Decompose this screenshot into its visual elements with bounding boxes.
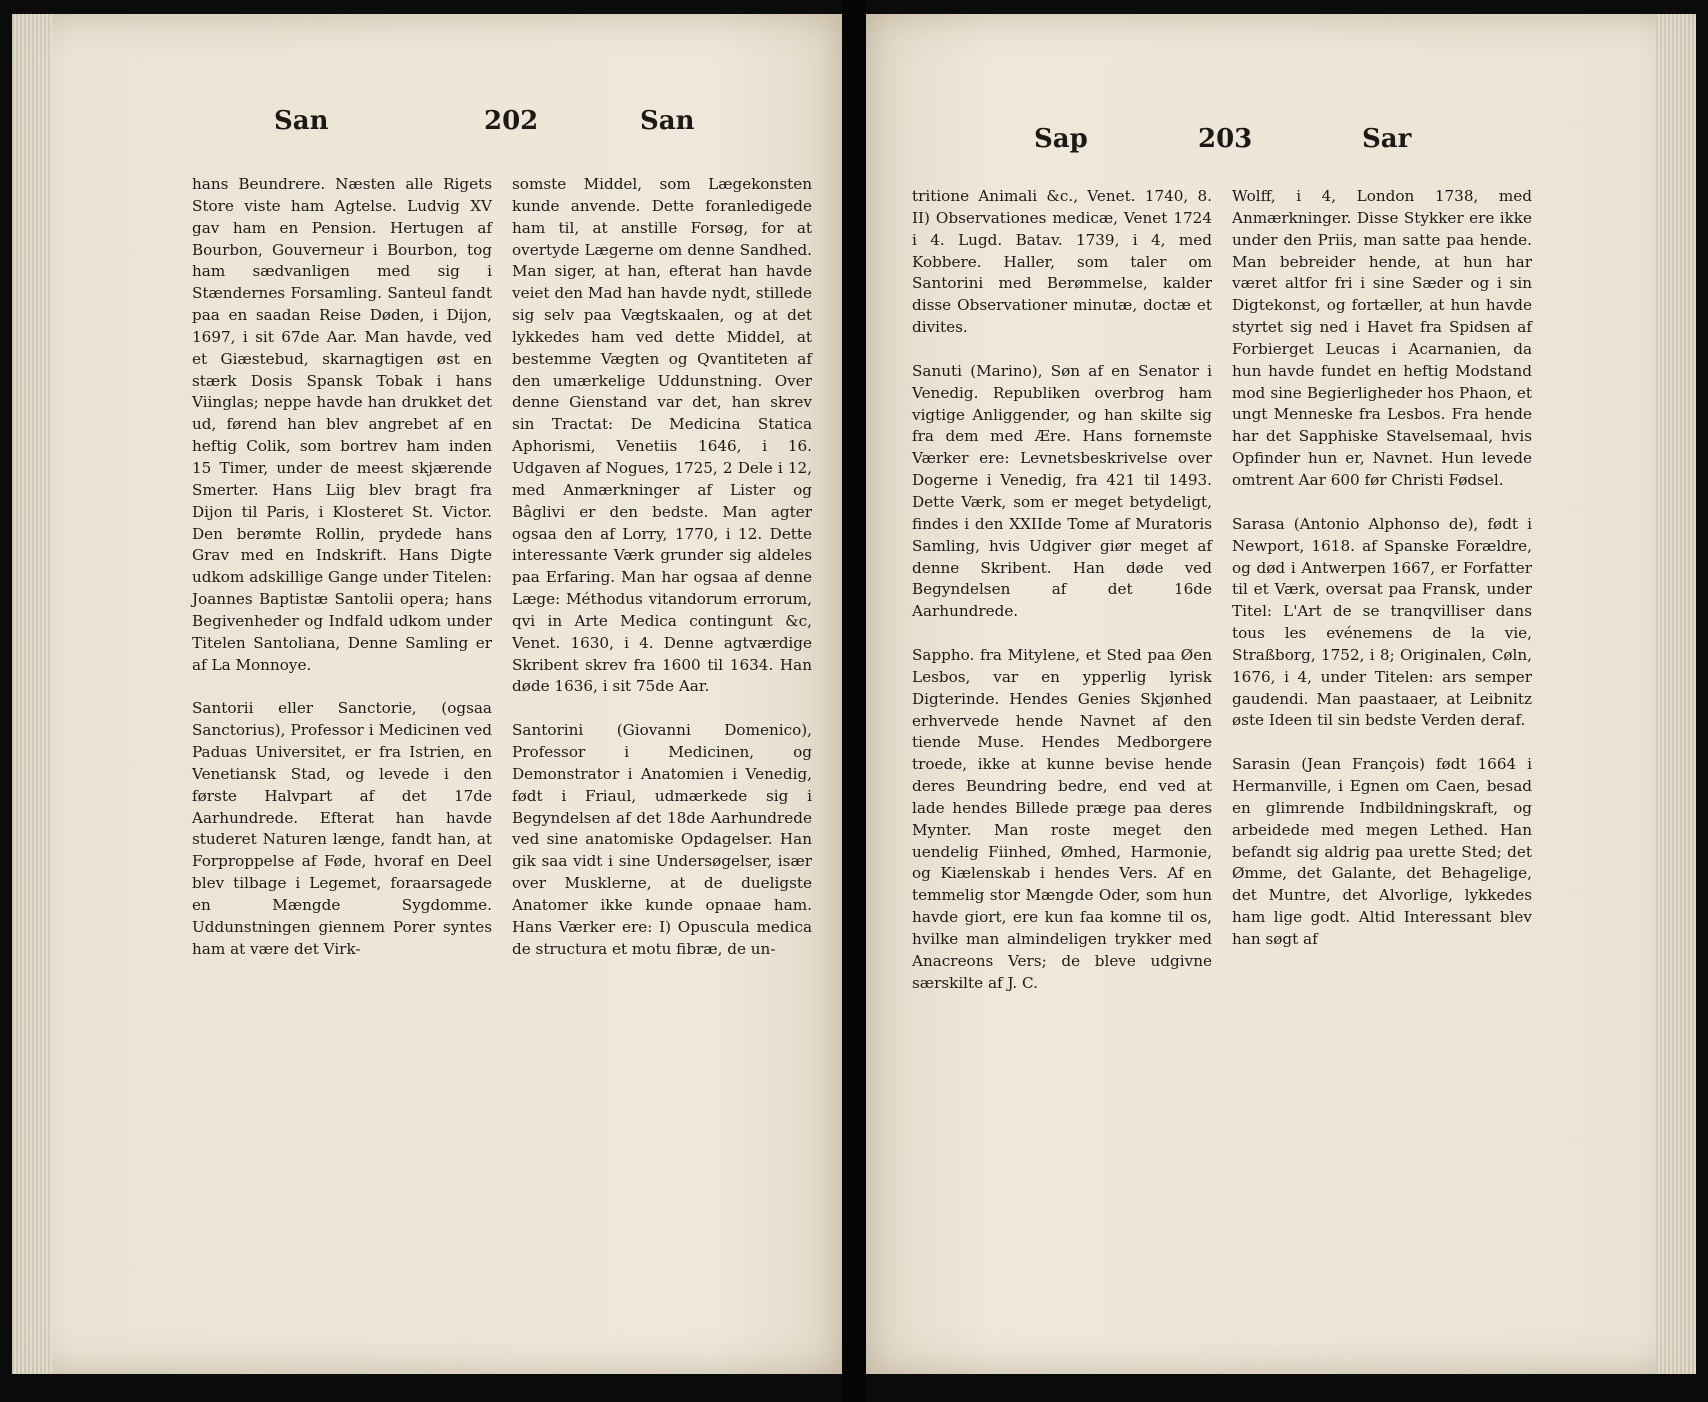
text-column-1 — [192, 174, 492, 961]
paragraph: tritione Animali &c., Venet. 1740, 8. II) Observationes medicæ, Venet 1724 i 4. Lugd. Batav. 1739, i 4, med Kobbere. Haller, som taler om Santorini med Berømmelse, kalder disse Observationer minutæ, doctæ et divites. — [912, 187, 1212, 337]
right-page — [866, 14, 1696, 1374]
page-number: 203 — [1198, 124, 1253, 154]
book-gutter — [842, 0, 866, 1402]
header-left-word: Sap — [1034, 124, 1088, 154]
paragraph: hans Beundrere. Næsten alle Rigets Store viste ham Agtelse. Ludvig XV gav ham en Pension. Hertugen af Bourbon, Gouverneur i Bourbon, tog ham sædvanligen med sig i Stændernes Forsamling. Santeul fandt paa en saadan Reise Døden, i Dijon, 1697, i sit 67de Aar. Man havde, ved et Giæstebud, skarnagtigen øst en stærk Dosis Spansk Tobak i hans Viinglas; neppe havde han drukket det ud, førend han blev angrebet af en heftig Colik, som bortrev ham inden 15 Timer, under de meest skjærende Smerter. Hans Liig blev bragt fra Dijon til Paris, i Klosteret St. Victor. Den berømte Rollin, prydede hans Grav med en Indskrift. Hans Digte udkom adskillige Gange under Titelen: Joannes Baptistæ Santolii opera; hans Begivenheder og Indfald udkom under Titelen Santoliana, Denne Samling er af La Monnoye. — [192, 175, 492, 674]
paragraph: Sarasin (Jean François) født 1664 i Hermanville, i Egnen om Caen, besad en glimrende Indbildningskraft, og arbeidede med megen Lethed. Han befandt sig aldrig paa urette Sted; det Ømme, det Galante, det Behagelige, det Muntre, det Alvorlige, lykkedes ham lige godt. Altid Interessant blev han søgt af — [1232, 755, 1532, 948]
paragraph: Wolff, i 4, London 1738, med Anmærkninger. Disse Stykker ere ikke under den Priis, man satte paa hende. Man bebreider hende, at hun har været altfor fri i sine Sæder og i sin Digtekonst, og fortæller, at hun havde styrtet sig ned i Havet fra Spidsen af Forbierget Leucas i Acarnanien, da hun havde fundet en heftig Modstand mod sine Begierligheder hos Phaon, et ungt Menneske fra Lesbos. Fra hende har det Sapphiske Stavelsemaal, hvis Opfinder hun er, Navnet. Hun levede omtrent Aar 600 før Christi Fødsel. — [1232, 187, 1532, 489]
paragraph: somste Middel, som Lægekonsten kunde anvende. Dette foranledigede ham til, at anstille Forsøg, for at overtyde Lægerne om denne Sandhed. Man siger, at han, efterat han havde veiet den Mad han havde nydt, stillede sig selv paa Vægtskaalen, og at det lykkedes ham ved dette Middel, at bestemme Vægten og Qvantiteten af den umærkelige Uddunstning. Over denne Gienstand var det, han skrev sin Tractat: De Medicina Statica Aphorismi, Venetiis 1646, i 16. Udgaven af Nogues, 1725, 2 Dele i 12, med Anmærkninger af Lister og Bâglivi er den bedste. Man agter ogsaa den af Lorry, 1770, i 12. Dette interessante Værk grunder sig aldeles paa Erfaring. Man har ogsaa af denne Læge: Méthodus vitandorum errorum, qvi in Arte Medica contingunt &c, Venet. 1630, i 4. Denne agtværdige Skribent skrev fra 1600 til 1634. Han døde 1636, i sit 75de Aar. — [512, 175, 812, 696]
text-column-1 — [912, 186, 1212, 995]
text-column-2 — [512, 174, 812, 961]
paragraph: Santorini (Giovanni Domenico), Professor i Medicinen, og Demonstrator i Anatomien i Venedig, født i Friaul, udmærkede sig i Begyndelsen af det 18de Aarhundrede ved sine anatomiske Opdagelser. Han gik saa vidt i sine Undersøgelser, især over Musklerne, at de dueligste Anatomer ikke kunde opnaae ham. Hans Værker ere: I) Opuscula medica de structura et motu fibræ, de un- — [512, 721, 812, 958]
page-edges — [12, 14, 52, 1374]
left-page — [12, 14, 842, 1374]
page-edges — [1656, 14, 1696, 1374]
paragraph: Santorii eller Sanctorie, (ogsaa Sanctorius), Professor i Medicinen ved Paduas Universitet, er fra Istrien, en Venetiansk Stad, og levede i den første Halvpart af det 17de Aarhundrede. Efterat han havde studeret Naturen længe, fandt han, at Forproppelse af Føde, hvoraf en Deel blev tilbage i Legemet, foraarsagede en Mængde Sygdomme. Uddunstningen giennem Porer syntes ham at være det Virk- — [192, 699, 492, 958]
paragraph: Sappho. fra Mitylene, et Sted paa Øen Lesbos, var en ypperlig lyrisk Digterinde. Hendes Genies Skjønhed erhvervede hende Navnet af den tiende Muse. Hendes Medborgere troede, ikke at kunne bevise hende deres Beundring bedre, end ved at lade hendes Billede præge paa deres Mynter. Man roste meget den uendelig Fiinhed, Ømhed, Harmonie, og Kiælenskab i hendes Vers. Af en temmelig stor Mængde Oder, som hun havde giort, ere kun faa komne til os, hvilke man almindeligen trykker med Anacreons Vers; de bleve udgivne særskilte af J. C. — [912, 646, 1212, 992]
page-number: 202 — [484, 106, 539, 136]
paragraph: Sarasa (Antonio Alphonso de), født i Newport, 1618. af Spanske Forældre, og død i Antwerpen 1667, er Forfatter til et Værk, oversat paa Fransk, under Titel: L'Art de se tranqvilliser dans tous les evénemens de la vie, Straßborg, 1752, i 8; Originalen, Cøln, 1676, i 4, under Titelen: ars semper gaudendi. Man paastaaer, at Leibnitz øste Ideen til sin bedste Verden deraf. — [1232, 514, 1532, 730]
paragraph: Sanuti (Marino), Søn af en Senator i Venedig. Republiken overbrog ham vigtige Anliggender, og han skilte sig fra dem med Ære. Hans fornemste Værker ere: Levnetsbeskrivelse over Dogerne i Venedig, fra 421 til 1493. Dette Værk, som er meget betydeligt, findes i den XXIIde Tome af Muratoris Samling, hvis Udgiver giør meget af denne Skribent. Han døde ved Begyndelsen af det 16de Aarhundrede. — [912, 361, 1212, 621]
header-right-word: San — [640, 106, 695, 136]
text-column-2 — [1232, 186, 1532, 951]
running-header — [866, 124, 1696, 164]
header-left-word: San — [274, 106, 329, 136]
header-right-word: Sar — [1362, 124, 1412, 154]
running-header — [12, 106, 842, 146]
